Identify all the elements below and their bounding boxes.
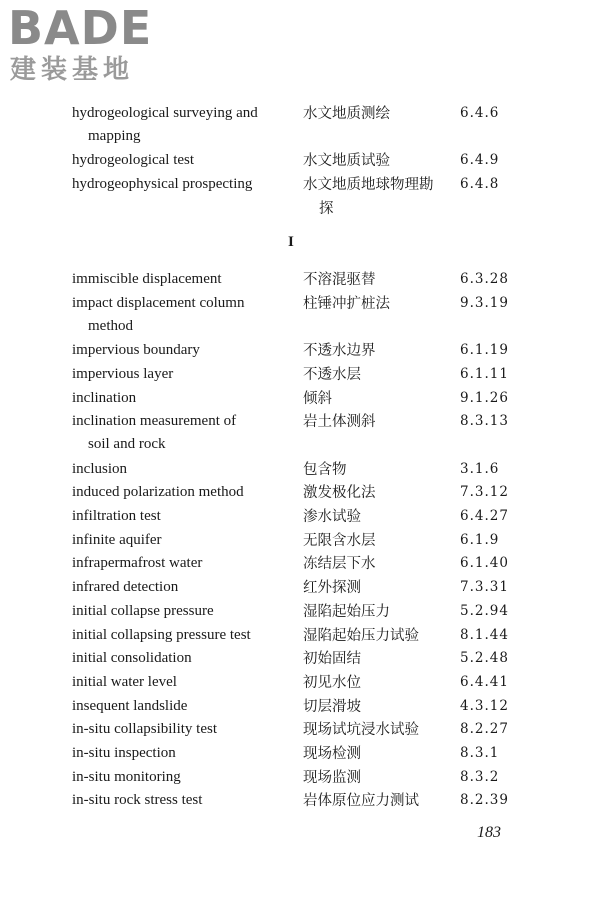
entry-chinese-term	[303, 624, 451, 648]
entry-english-term	[72, 695, 287, 718]
english-term-text: in-situ rock stress test	[72, 792, 203, 809]
bade-logo	[8, 1, 178, 88]
english-term-text: initial water level	[72, 673, 177, 690]
english-term-continuation: mapping	[88, 128, 141, 144]
english-term-text: impact displacement column	[72, 294, 245, 311]
entry-english-term	[72, 671, 287, 694]
entry-clause-number: 8.2.39	[460, 792, 509, 809]
entry-english-term	[72, 552, 287, 575]
entry-english-term	[72, 102, 287, 148]
chinese-term-text: 现场监测	[303, 769, 361, 786]
chinese-term-text: 无限含水层	[303, 532, 376, 549]
english-term-text: impervious boundary	[72, 342, 200, 359]
entry-chinese-term	[303, 766, 451, 790]
entry-clause-number: 8.3.13	[460, 413, 509, 430]
entry-chinese-term	[303, 481, 451, 505]
entry-chinese-term	[303, 529, 451, 553]
chinese-term-text: 湿陷起始压力	[303, 603, 390, 620]
entry-english-term	[72, 600, 287, 623]
entry-chinese-term	[303, 149, 451, 173]
entry-chinese-term	[303, 789, 451, 813]
english-term-text: inclination measurement of	[72, 413, 237, 430]
entry-chinese-term	[303, 600, 451, 624]
chinese-term-text: 水文地质地球物理勘	[303, 177, 434, 194]
entry-english-term	[72, 173, 287, 196]
english-term-text: initial consolidation	[72, 650, 192, 667]
english-term-text: in-situ inspection	[72, 745, 176, 761]
section-letter: I	[288, 234, 294, 250]
chinese-term-text: 不透水层	[303, 366, 361, 383]
entry-chinese-term	[303, 742, 451, 766]
entry-chinese-term	[303, 718, 451, 742]
chinese-term-text: 切层滑坡	[303, 698, 361, 715]
entry-english-term	[72, 292, 287, 338]
entry-english-term	[72, 410, 287, 456]
english-term-text: impervious layer	[72, 365, 174, 382]
entry-clause-number: 7.3.31	[460, 579, 509, 596]
entry-clause-number: 6.1.19	[460, 342, 509, 359]
entry-english-term	[72, 742, 287, 765]
chinese-term-text: 不溶混驱替	[303, 272, 376, 288]
english-term-text: infrared detection	[72, 579, 179, 596]
entry-chinese-term	[303, 387, 451, 411]
english-term-text: immiscible displacement	[72, 271, 222, 287]
entry-english-term	[72, 647, 287, 670]
chinese-term-text: 水文地质测绘	[303, 106, 390, 122]
chinese-term-text: 初见水位	[303, 674, 361, 691]
english-term-continuation: soil and rock	[88, 436, 166, 453]
entry-clause-number: 6.4.8	[460, 176, 500, 193]
chinese-term-text: 现场试坑浸水试验	[303, 722, 419, 739]
english-term-text: induced polarization method	[72, 484, 244, 501]
entry-chinese-term	[303, 339, 451, 363]
english-term-text: inclination	[72, 389, 137, 406]
chinese-term-text: 不透水边界	[303, 343, 376, 360]
entry-english-term	[72, 624, 287, 647]
entry-chinese-term	[303, 671, 451, 695]
english-term-text: initial collapse pressure	[72, 602, 214, 619]
entry-english-term	[72, 149, 287, 172]
entry-clause-number: 6.4.41	[460, 673, 509, 690]
english-term-text: infrapermafrost water	[72, 555, 203, 572]
entry-chinese-term	[303, 363, 451, 387]
chinese-term-text: 冻结层下水	[303, 556, 376, 573]
entry-clause-number: 9.3.19	[460, 294, 509, 311]
chinese-term-text: 柱锤冲扩桩法	[303, 295, 390, 312]
entry-english-term	[72, 339, 287, 362]
entry-clause-number: 8.3.1	[460, 745, 500, 761]
entry-chinese-term	[303, 695, 451, 719]
entry-chinese-term	[303, 102, 451, 126]
entry-clause-number: 8.1.44	[460, 626, 509, 643]
entry-chinese-term	[303, 173, 451, 221]
entry-chinese-term	[303, 292, 451, 316]
entry-english-term	[72, 481, 287, 504]
entry-clause-number: 8.2.27	[460, 721, 509, 738]
entry-clause-number: 6.4.6	[460, 105, 500, 121]
entry-clause-number: 7.3.12	[460, 484, 509, 501]
chinese-term-text: 湿陷起始压力试验	[303, 627, 419, 644]
chinese-term-text: 岩体原位应力测试	[303, 793, 419, 810]
chinese-term-text: 岩土体测斜	[303, 414, 376, 431]
english-term-text: in-situ collapsibility test	[72, 721, 217, 738]
entry-english-term	[72, 505, 287, 528]
entry-chinese-term	[303, 268, 451, 292]
english-term-text: insequent landslide	[72, 697, 188, 714]
english-term-text: hydrogeophysical prospecting	[72, 176, 253, 193]
page-number: 183	[477, 824, 501, 841]
entry-english-term	[72, 458, 287, 481]
english-term-text: hydrogeological test	[72, 152, 195, 169]
english-term-text: initial collapsing pressure test	[72, 626, 251, 643]
entry-english-term	[72, 529, 287, 552]
entry-chinese-term	[303, 505, 451, 529]
english-term-text: infinite aquifer	[72, 531, 162, 548]
english-term-text: in-situ monitoring	[72, 768, 181, 785]
logo-subtitle: 建装基地	[10, 55, 135, 85]
entry-chinese-term	[303, 458, 451, 482]
entry-english-term	[72, 268, 287, 291]
english-term-continuation: method	[88, 317, 133, 334]
chinese-term-text: 激发极化法	[303, 485, 376, 502]
entry-clause-number: 8.3.2	[460, 768, 500, 785]
chinese-term-continuation: 探	[319, 201, 334, 218]
entry-english-term	[72, 789, 287, 812]
entry-clause-number: 4.3.12	[460, 697, 509, 714]
chinese-term-text: 渗水试验	[303, 509, 361, 525]
logo-wordmark: BADE	[8, 1, 153, 55]
entry-chinese-term	[303, 552, 451, 576]
entry-clause-number: 6.1.9	[460, 531, 500, 548]
entry-clause-number: 6.4.27	[460, 508, 509, 524]
chinese-term-text: 包含物	[303, 461, 347, 478]
chinese-term-text: 倾斜	[303, 390, 332, 407]
english-term-text: inclusion	[72, 460, 127, 477]
entry-clause-number: 6.4.9	[460, 152, 500, 169]
entry-english-term	[72, 387, 287, 410]
entry-clause-number: 5.2.48	[460, 650, 509, 667]
chinese-term-text: 红外探测	[303, 580, 361, 597]
entry-clause-number: 6.1.11	[460, 365, 509, 382]
chinese-term-text: 初始固结	[303, 651, 361, 668]
entry-clause-number: 5.2.94	[460, 602, 509, 619]
entry-english-term	[72, 718, 287, 741]
entry-chinese-term	[303, 647, 451, 671]
entry-chinese-term	[303, 410, 451, 434]
chinese-term-text: 水文地质试验	[303, 153, 390, 170]
entry-clause-number: 6.3.28	[460, 271, 509, 287]
entry-chinese-term	[303, 576, 451, 600]
english-term-text: infiltration test	[72, 508, 161, 524]
entry-clause-number: 9.1.26	[460, 389, 509, 406]
entry-english-term	[72, 576, 287, 599]
entry-english-term	[72, 363, 287, 386]
chinese-term-text: 现场检测	[303, 746, 361, 762]
entry-clause-number: 3.1.6	[460, 460, 500, 477]
entry-english-term	[72, 766, 287, 789]
english-term-text: hydrogeological surveying and	[72, 105, 258, 121]
entry-clause-number: 6.1.40	[460, 555, 509, 572]
